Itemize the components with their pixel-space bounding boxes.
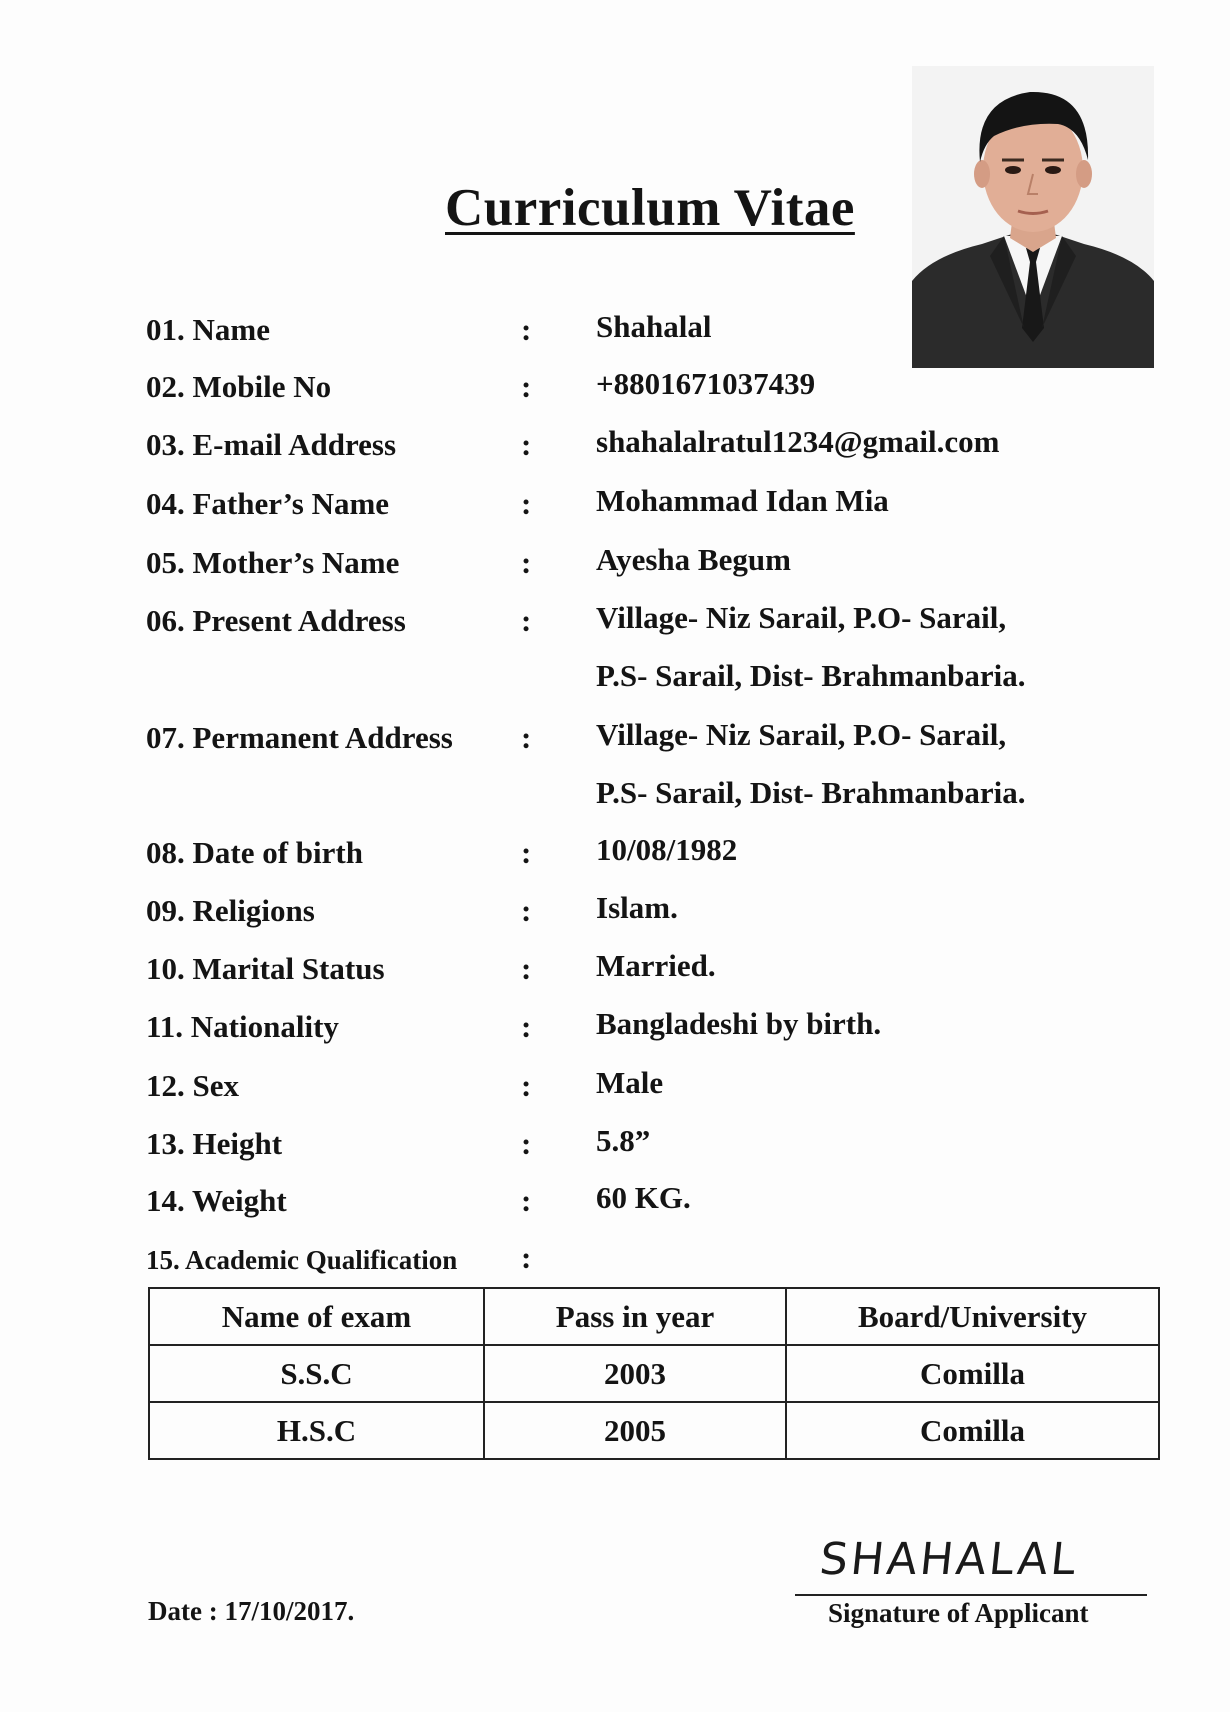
table-header-row bbox=[149, 1288, 1159, 1345]
field-label: 12. Sex bbox=[146, 1068, 239, 1103]
column-header: Board/University bbox=[786, 1288, 1159, 1345]
field-value: +8801671037439 bbox=[596, 366, 816, 401]
table-cell: Comilla bbox=[786, 1402, 1159, 1459]
field-value: Mohammad Idan Mia bbox=[596, 483, 889, 518]
field-colon: : bbox=[521, 720, 532, 755]
field-value: 5.8” bbox=[596, 1123, 651, 1158]
field-colon: : bbox=[521, 312, 532, 347]
field-value: Village- Niz Sarail, P.O- Sarail, bbox=[596, 717, 1007, 752]
field-label: 10. Marital Status bbox=[146, 951, 385, 986]
field-colon: : bbox=[521, 427, 532, 462]
field-label: 07. Permanent Address bbox=[146, 720, 453, 755]
field-colon: : bbox=[521, 1126, 532, 1161]
field-label: 09. Religions bbox=[146, 893, 315, 928]
table-row bbox=[149, 1402, 1159, 1459]
field-value: Shahalal bbox=[596, 309, 712, 344]
field-label: 13. Height bbox=[146, 1126, 283, 1161]
field-colon: : bbox=[521, 835, 532, 870]
field-label: 05. Mother’s Name bbox=[146, 545, 400, 580]
document-title: Curriculum Vitae bbox=[445, 179, 855, 237]
qualification-table bbox=[148, 1287, 1160, 1460]
field-value: Ayesha Begum bbox=[596, 542, 791, 577]
field-colon: : bbox=[521, 603, 532, 638]
signature-line bbox=[795, 1594, 1147, 1596]
table-cell: 2003 bbox=[484, 1345, 786, 1402]
field-value: Bangladeshi by birth. bbox=[596, 1006, 882, 1041]
field-label: 04. Father’s Name bbox=[146, 486, 390, 521]
field-colon: : bbox=[521, 369, 532, 404]
table-cell: 2005 bbox=[484, 1402, 786, 1459]
table-cell: H.S.C bbox=[149, 1402, 484, 1459]
field-colon: : bbox=[521, 1009, 532, 1044]
field-colon: : bbox=[521, 1068, 532, 1103]
field-label: 08. Date of birth bbox=[146, 835, 363, 870]
field-value: Male bbox=[596, 1065, 664, 1100]
field-colon: : bbox=[521, 1183, 532, 1218]
column-header: Name of exam bbox=[149, 1288, 484, 1345]
field-colon: : bbox=[521, 486, 532, 521]
table-cell: S.S.C bbox=[149, 1345, 484, 1402]
field-colon: : bbox=[521, 893, 532, 928]
field-label: 14. Weight bbox=[146, 1183, 287, 1218]
field-label: 03. E-mail Address bbox=[146, 427, 397, 462]
field-value: 10/08/1982 bbox=[596, 832, 738, 867]
table-cell: Comilla bbox=[786, 1345, 1159, 1402]
field-label: 02. Mobile No bbox=[146, 369, 332, 404]
field-colon: : bbox=[521, 951, 532, 986]
field-label: 01. Name bbox=[146, 312, 270, 347]
field-value: Islam. bbox=[596, 890, 678, 925]
field-label: 06. Present Address bbox=[146, 603, 406, 638]
field-value-line2: P.S- Sarail, Dist- Brahmanbaria. bbox=[596, 658, 1026, 693]
field-value: shahalalratul1234@gmail.com bbox=[596, 424, 1000, 459]
field-colon: : bbox=[521, 1240, 532, 1275]
field-label: 11. Nationality bbox=[146, 1009, 339, 1044]
table-row bbox=[149, 1345, 1159, 1402]
signature-caption: Signature of Applicant bbox=[828, 1598, 1089, 1628]
field-value: Village- Niz Sarail, P.O- Sarail, bbox=[596, 600, 1007, 635]
field-label: 15. Academic Qualification bbox=[146, 1245, 458, 1275]
document-date: Date : 17/10/2017. bbox=[148, 1596, 355, 1626]
applicant-photo bbox=[912, 66, 1154, 368]
field-colon: : bbox=[521, 545, 532, 580]
field-value-line2: P.S- Sarail, Dist- Brahmanbaria. bbox=[596, 775, 1026, 810]
handwritten-signature: SHAHALAL bbox=[817, 1534, 1082, 1585]
field-value: 60 KG. bbox=[596, 1180, 691, 1215]
field-value: Married. bbox=[596, 948, 716, 983]
column-header: Pass in year bbox=[484, 1288, 786, 1345]
